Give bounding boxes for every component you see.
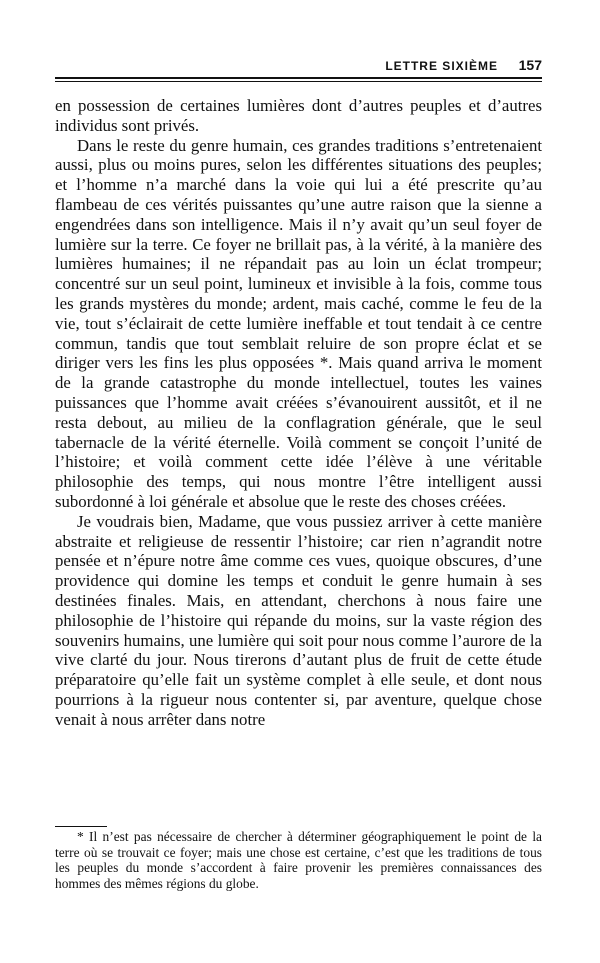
- header-rule: [55, 77, 542, 82]
- paragraph: Dans le reste du genre humain, ces grandes traditions s’entretenaient aussi, plus ou moins pures, selon les différentes situations des peuples; et l’homme n’a marché dans la voie qui lui a été prescrite qu’au flambeau de ces vérités puissantes qu’une autre raison que la sienne a engendrées dans son intelligence. Mais il n’y avait qu’un seul foyer de lumière sur la terre. Ce foyer ne brillait pas, à la vérité, à la manière des lumières humaines; il ne répandait pas au loin un éclat trompeur; concentré sur un seul point, lumineux et invisible à la fois, comme tous les grands mystères du monde; ardent, mais caché, comme le feu de la vie, tout s’éclairait de cette lumière ineffable et tout tendait à ce centre commun, tandis que tout semblait reluire de son propre éclat et se diriger vers les fins les plus opposées *. Mais quand arriva le moment de la grande catastrophe du monde intellectuel, toutes les vaines puissances que l’homme avait créées s’évanouirent aussitôt, et il ne resta debout, au milieu de la conflagration générale, que le seul tabernacle de la vérité éternelle. Voilà comment se conçoit l’unité de l’histoire; et voilà comment cette idée l’élève à une véritable philosophie des temps, qui nous montre l’être intelligent aussi subordonné à loi générale et absolue que le reste des choses créées.: [55, 135, 542, 511]
- footnote: [55, 829, 542, 892]
- running-head: LETTRE SIXIÈME: [385, 59, 498, 73]
- paragraph: Je voudrais bien, Madame, que vous pussiez arriver à cette manière abstraite et religieuse de ressentir l’histoire; car rien n’agrandit notre pensée et n’épure notre âme comme ces vues, quoique obscures, d’une providence qui domine les temps et conduit le genre humain à ses destinées finales. Mais, en attendant, cherchons à nous faire une philosophie de l’histoire qui répande du moins, sur la vaste région des souvenirs humains, une lumière qui soit pour nous comme l’aurore de la vive clarté du jour. Nous tirerons d’autant plus de fruit de cette étude préparatoire qu’elle fait un système complet à elle seule, et dont nous pourrions à la rigueur nous contenter si, par aventure, quelque chose venait à nous arrêter dans notre: [55, 511, 542, 729]
- body-text: [55, 96, 542, 730]
- page-header: [55, 52, 542, 80]
- footnote-rule: [55, 826, 107, 827]
- paragraph-continued: en possession de certaines lumières dont d’autres peuples et d’autres individus sont privés.: [55, 96, 542, 135]
- footnote-text: * Il n’est pas nécessaire de chercher à déterminer géographiquement le point de la terre où se trouvait ce foyer; mais une chose est certaine, c’est que les traditions de tous les peuples du monde s’accordent à faire provenir les premières connaissances des hommes des mêmes régions du globe.: [55, 829, 542, 892]
- page-number: 157: [518, 57, 542, 73]
